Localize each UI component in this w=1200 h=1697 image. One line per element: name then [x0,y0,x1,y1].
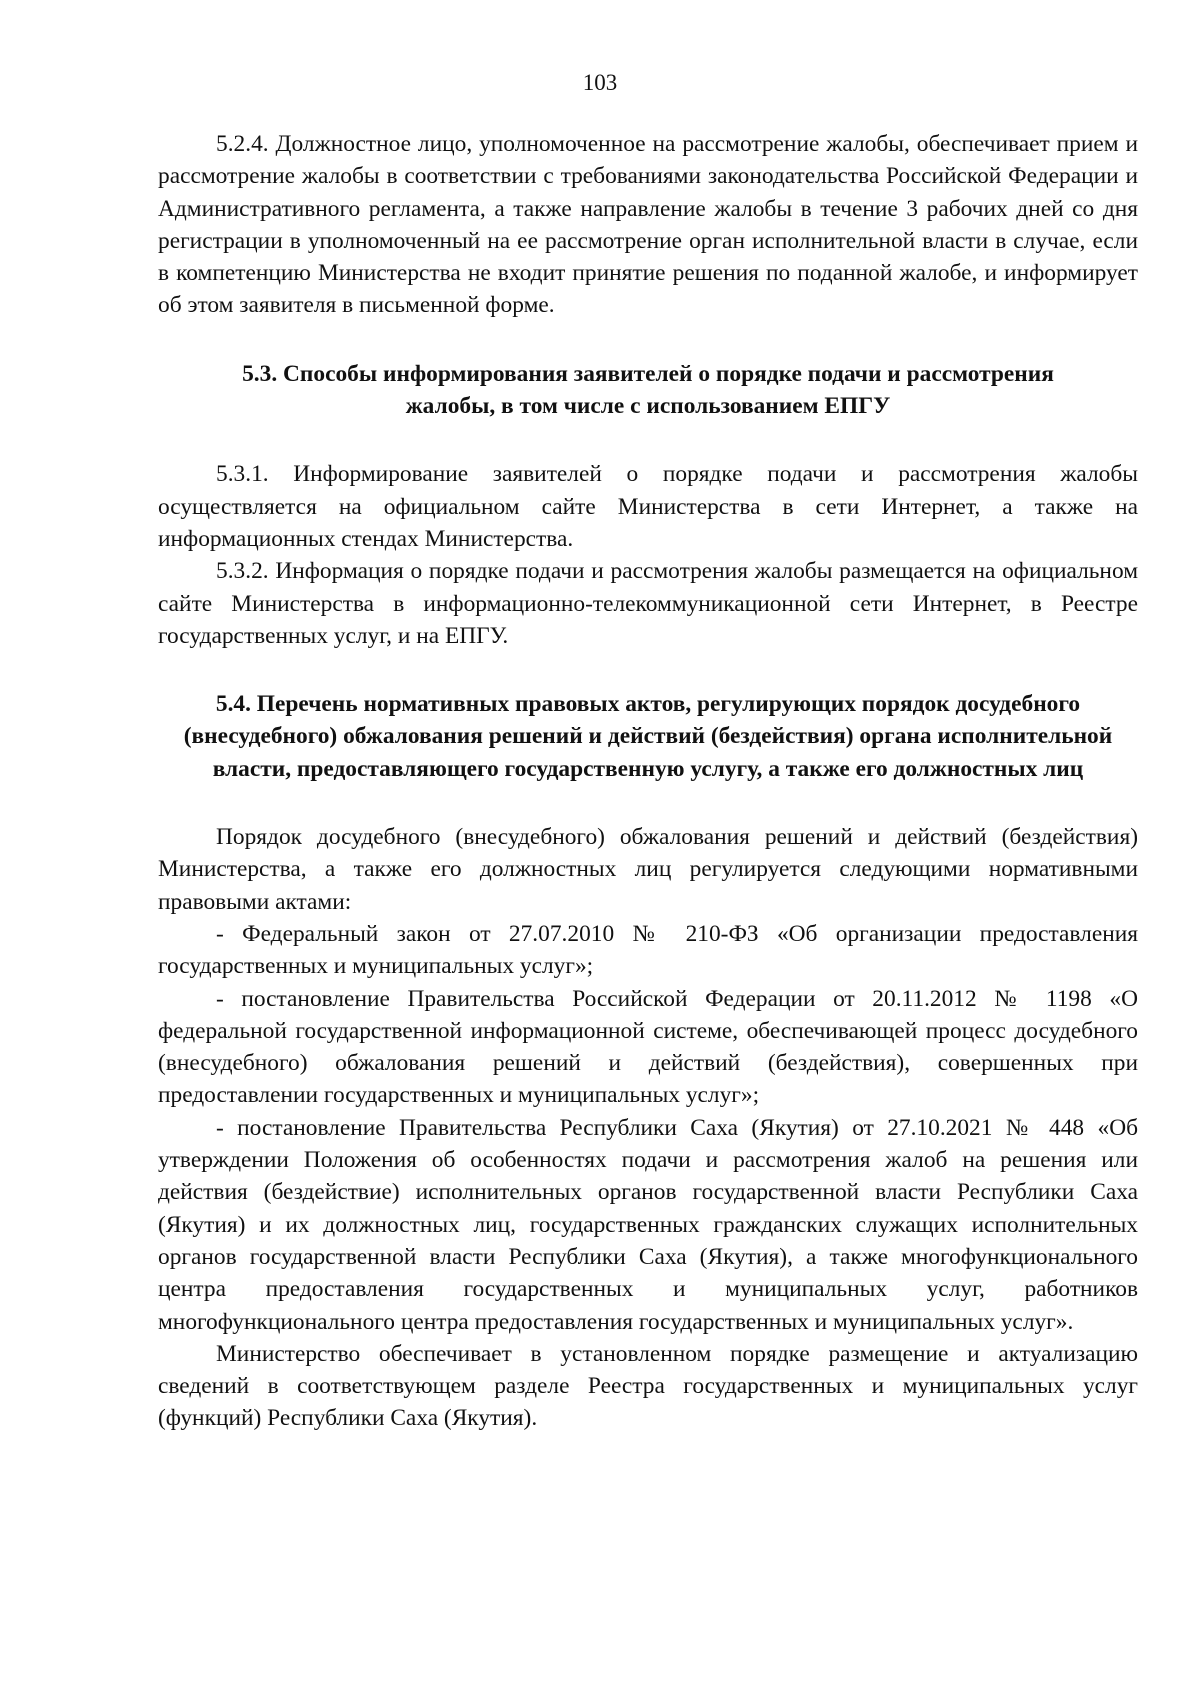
paragraph-5-4-intro: Порядок досудебного (внесудебного) обжалования решений и действий (бездействия) Министерства, а также его должностных лиц регулируется следующими нормативными правовыми актами: [158,824,1138,915]
heading-line: 5.3. Способы информирования заявителей о порядке подачи и рассмотрения [242,360,1054,387]
list-item-yakutia-government-resolution: - постановление Правительства Республики Саха (Якутия) от 27.10.2021 № 448 «Об утверждении Положения об особенностях подачи и рассмотрения жалоб на решения или действия (бездействие) исполнительных органов государственной власти Республики Саха (Якутия) и их должностных лиц, государственных гражданских служащих исполнительных органов государственной власти Республики Саха (Якутия), а также многофункционального центра предоставления государственных и муниципальных услуг, работников многофункционального центра предоставления государственных и муниципальных услуг». [158,1114,1138,1335]
paragraph-5-2-4: 5.2.4. Должностное лицо, уполномоченное на рассмотрение жалобы, обеспечивает прием и рассмотрение жалобы в соответствии с требованиями законодательства Российской Федерации и Административного регламента, а также направление жалобы в течение 3 рабочих дней со дня регистрации в уполномоченный на ее рассмотрение орган исполнительной власти в случае, если в компетенцию Министерства не входит принятие решения по поданной жалобе, и информирует об этом заявителя в письменной форме. [158,131,1138,319]
heading-line: власти, предоставляющего государственную услугу, а также его должностных лиц [212,755,1084,782]
paragraph-5-4-final: Министерство обеспечивает в установленном порядке размещение и актуализацию сведений в соответствующем разделе Реестра государственных и муниципальных услуг (функций) Республики Саха (Якутия). [158,1340,1138,1432]
page-number: 103 [582,70,618,95]
paragraph-5-3-2: 5.3.2. Информация о порядке подачи и рассмотрения жалобы размещается на официальном сайте Министерства в информационно-телекоммуникационной сети Интернет, в Реестре государственных услуг, и на ЕПГУ. [158,558,1138,649]
paragraph-5-3-1: 5.3.1. Информирование заявителей о порядке подачи и рассмотрения жалобы осуществляется на официальном сайте Министерства в сети Интернет, а также на информационных стендах Министерства. [158,461,1138,552]
document-body [158,128,1138,1435]
section-heading-5-3 [158,358,1138,423]
heading-line: 5.4. Перечень нормативных правовых актов, регулирующих порядок досудебного [215,691,1081,718]
list-item-rf-government-resolution: - постановление Правительства Российской Федерации от 20.11.2012 № 1198 «О федеральной государственной информационной системе, обеспечивающей процесс досудебного (внесудебного) обжалования решений и действий (бездействия), совершенных при предоставлении государственных и муниципальных услуг»; [158,985,1138,1109]
heading-line: (внесудебного) обжалования решений и действий (бездействия) органа исполнительной [183,723,1113,750]
list-item-federal-law: - Федеральный закон от 27.07.2010 № 210-ФЗ «Об организации предоставления государственных и муниципальных услуг»; [158,920,1138,980]
section-heading-5-4 [158,688,1138,785]
heading-line: жалобы, в том числе с использованием ЕПГУ [405,393,891,420]
